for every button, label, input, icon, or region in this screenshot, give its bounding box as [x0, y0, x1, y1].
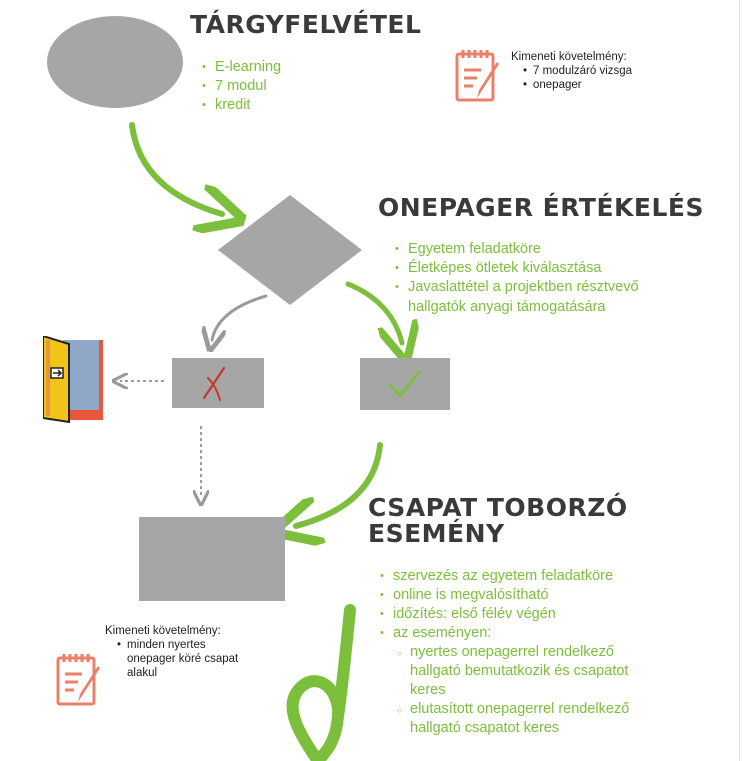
sub-list-item-cont: hallgató bemutatkozik és csapatot — [410, 663, 629, 679]
arrow-start-to-eval — [132, 125, 222, 214]
list-item: • 7 modul — [202, 77, 281, 96]
list-item: • E-learning — [202, 58, 281, 77]
list-item: • szervezés az egyetem feladatköre — [380, 567, 629, 586]
list-item: • az eseményen: — [380, 624, 629, 643]
list-item: • Egyetem feladatköre — [395, 240, 639, 259]
list-item: • onepager — [521, 78, 632, 92]
sub-list-item-cont: hallgató csapatot keres — [410, 720, 560, 736]
door-exit-icon — [43, 336, 105, 424]
x-mark-icon — [200, 364, 230, 404]
sub-list-item: ○ elutasított onepagerrel rendelkező — [380, 700, 629, 719]
sub-list-item-cont: keres — [410, 682, 446, 698]
requirement2-line3: alakul — [127, 667, 158, 679]
arrow-eval-to-accept — [348, 284, 402, 343]
check-mark-icon — [388, 368, 422, 402]
requirement2-title: Kimeneti követelmény: — [105, 625, 221, 637]
green-loop-decoration — [293, 610, 350, 761]
list-item: • Életképes ötletek kiválasztása — [395, 259, 639, 278]
event-box — [139, 517, 285, 601]
arrow-eval-to-reject — [212, 296, 266, 340]
section3-bullets — [380, 567, 629, 738]
requirement2 — [105, 624, 238, 680]
list-item: • online is megvalósítható — [380, 586, 629, 605]
clipboard-pencil-icon — [56, 650, 106, 708]
decision-diamond — [218, 195, 362, 305]
section2-bullets — [395, 240, 639, 297]
sub-list-item: ○ nyertes onepagerrel rendelkező — [380, 643, 629, 662]
list-item: • Javaslattétel a projektben résztvevő — [395, 278, 639, 297]
section2-title: ONEPAGER ÉRTÉKELÉS — [378, 193, 704, 222]
list-item: • 7 modulzáró vizsga — [521, 64, 632, 78]
requirement2-line2: onepager köré csapat — [127, 653, 239, 665]
list-item: • időzítés: első félév végén — [380, 605, 629, 624]
list-item: • kredit — [202, 96, 281, 115]
list-item: • minden nyertes — [115, 638, 238, 652]
section3-title-line2: ESEMÉNY — [368, 519, 505, 548]
section3-title-line1: CSAPAT TOBORZÓ — [368, 493, 628, 522]
requirement1-title: Kimeneti követelmény: — [511, 51, 627, 63]
section2-bullet-continuation: hallgatók anyagi támogatására — [408, 299, 606, 315]
section1-title: TÁRGYFELVÉTEL — [190, 10, 422, 39]
